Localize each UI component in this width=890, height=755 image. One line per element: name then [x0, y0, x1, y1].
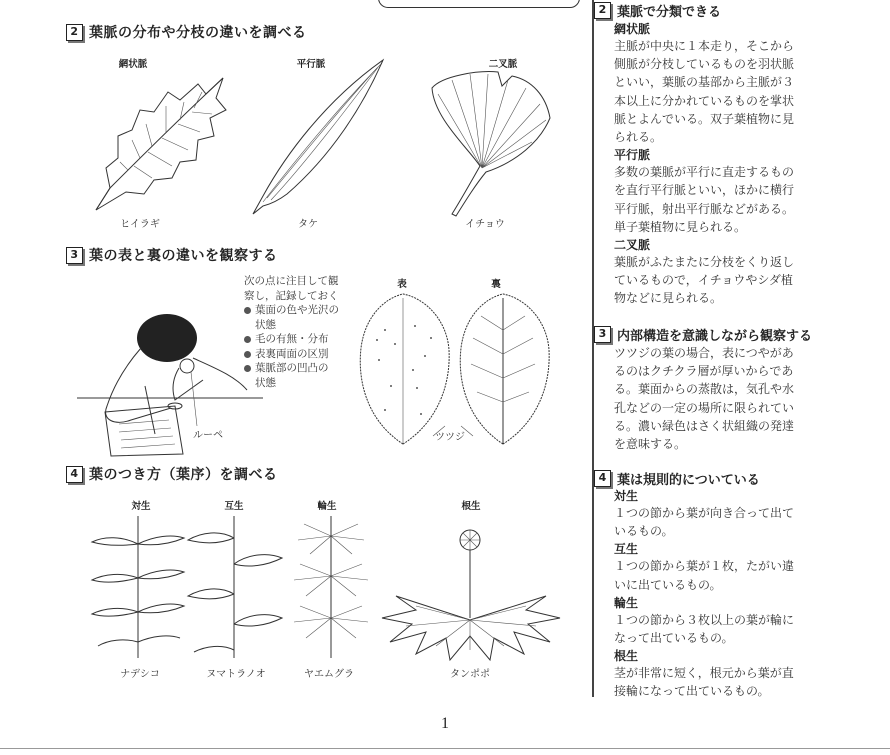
- plant-name-label: タンポポ: [450, 669, 490, 680]
- top-callout-box: [378, 0, 580, 8]
- right-sec2-heading: [594, 1, 721, 20]
- page-number: 1: [441, 715, 449, 732]
- leaf-front-label: 表: [397, 279, 407, 290]
- right-sec3-number: 3: [594, 326, 611, 343]
- right-sec2-number: 2: [594, 2, 611, 19]
- leaf-back-label: 裏: [491, 279, 501, 290]
- sec3-number: 3: [66, 247, 83, 264]
- right-sec3-title: 内部構造を意識しながら観察する: [617, 329, 813, 344]
- rosette-text: 茎が非常に短く，根元から葉が直 接輪になって出ているもの。: [614, 666, 794, 699]
- plant-name-label: タケ: [298, 219, 318, 230]
- right-sec3-heading: [594, 325, 812, 344]
- phyllotaxis-type-label: 根生: [461, 501, 481, 512]
- loupe-label: ルーペ: [193, 430, 223, 441]
- note-bullet: 葉面の色や光沢の 状態: [244, 303, 354, 332]
- bullet-dot-icon: [244, 336, 251, 343]
- leaf-type-label: 網状脈: [118, 59, 148, 70]
- plant-name-label: ヤエムグラ: [304, 669, 354, 680]
- sec3-heading: [66, 245, 278, 265]
- leaf-type-label: 平行脈: [296, 59, 326, 70]
- rosette-leaves-illustration: [376, 526, 566, 662]
- sec2-heading: [66, 22, 307, 42]
- phyllotaxis-type-label: 輪生: [317, 501, 337, 512]
- sec3-title: 葉の表と裏の違いを観察する: [89, 248, 278, 264]
- parallel-venation-text: 多数の葉脈が平行に直走するもの を直行平行脈といい，ほかに横行 平行脈，射出平行脈などがある。 単子葉植物に見られる。: [614, 165, 795, 234]
- sec4-number: 4: [66, 466, 83, 483]
- alternate-heading: 互生: [614, 542, 639, 557]
- sec4-heading: [66, 464, 278, 484]
- whorled-heading: 輪生: [614, 595, 639, 610]
- column-divider: [592, 0, 594, 697]
- opposite-heading: 対生: [614, 489, 639, 503]
- bullet-dot-icon: [244, 365, 251, 372]
- plant-name-label: ナデシコ: [120, 669, 160, 680]
- note-bullet: 表裏両面の区別: [244, 347, 354, 362]
- azalea-label: ツツジ: [435, 432, 465, 443]
- note-line: 察し，記録しておく: [244, 289, 339, 302]
- bullet-dot-icon: [244, 307, 251, 314]
- opposite-text: １つの節から葉が向き合って出て いるもの。: [614, 506, 795, 539]
- bullet-dot-icon: [244, 351, 251, 358]
- right-sec4-number: 4: [594, 470, 611, 487]
- plant-name-label: ヌマトラノオ: [206, 669, 266, 680]
- plant-name-label: ヒイラギ: [120, 219, 160, 230]
- azalea-leaves-illustration: [355, 290, 555, 450]
- sec2-title: 葉脈の分布や分枝の違いを調べる: [89, 25, 307, 41]
- alternate-text: １つの節から葉が１枚，たがい違 いに出ているもの。: [614, 559, 795, 592]
- dichotomous-venation-heading: 二叉脈: [614, 238, 651, 253]
- leaf-type-label: 二叉脈: [488, 59, 518, 70]
- dichotomous-venation-text: 葉脈がふたまたに分枝をくり返し ているもので，イチョウやシダ植 物などに見られる。: [614, 255, 795, 306]
- right-sec4-title: 葉は規則的についている: [617, 473, 760, 488]
- observation-note: [244, 274, 354, 390]
- right-sec2-title: 葉脈で分類できる: [617, 5, 722, 20]
- phyllotaxis-type-label: 対生: [131, 501, 151, 512]
- rosette-heading: 根生: [614, 649, 639, 664]
- right-sec2-body: [614, 20, 834, 308]
- whorled-text: １つの節から３枚以上の葉が輪に なって出ているもの。: [614, 612, 795, 646]
- plant-name-label: イチョウ: [465, 219, 505, 230]
- sec2-number: 2: [66, 24, 83, 41]
- note-bullet: 毛の有無・分布: [244, 332, 354, 347]
- right-sec4-heading: [594, 469, 760, 488]
- bamboo-leaf-illustration: [245, 56, 390, 218]
- reticulate-venation-text: 主脈が中央に１本走り，そこから 側脈が分枝しているものを羽状脈 といい，葉脈の基部から主脈が３ 本以上に分かれているものを掌状 脈とよんでいる。双子葉植物に見 られる。: [614, 39, 795, 145]
- opposite-leaves-illustration: [88, 514, 188, 660]
- phyllotaxis-type-label: 互生: [224, 501, 244, 512]
- note-bullet: 葉脈部の凹凸の 状態: [244, 361, 354, 390]
- right-sec3-body: ツツジの葉の場合，表につやがあ るのはクチクラ層が厚いからであ る。葉面からの蒸散は，気孔や水 孔などの一定の場所に限られてい る。濃い緑色はさく状組織の発達 を意味する。: [614, 346, 795, 452]
- whorled-leaves-illustration: [286, 514, 376, 660]
- parallel-venation-heading: 平行脈: [614, 148, 651, 163]
- note-line: 次の点に注目して観: [244, 275, 339, 287]
- holly-leaf-illustration: [88, 70, 238, 220]
- sec4-title: 葉のつき方（葉序）を調べる: [89, 467, 278, 483]
- bottom-rule: [0, 748, 890, 749]
- ginkgo-leaf-illustration: [428, 68, 553, 218]
- reticulate-venation-heading: 網状脈: [614, 22, 651, 36]
- student-observing-illustration: [75, 308, 270, 456]
- right-sec4-body: [614, 487, 834, 701]
- alternate-leaves-illustration: [184, 514, 284, 660]
